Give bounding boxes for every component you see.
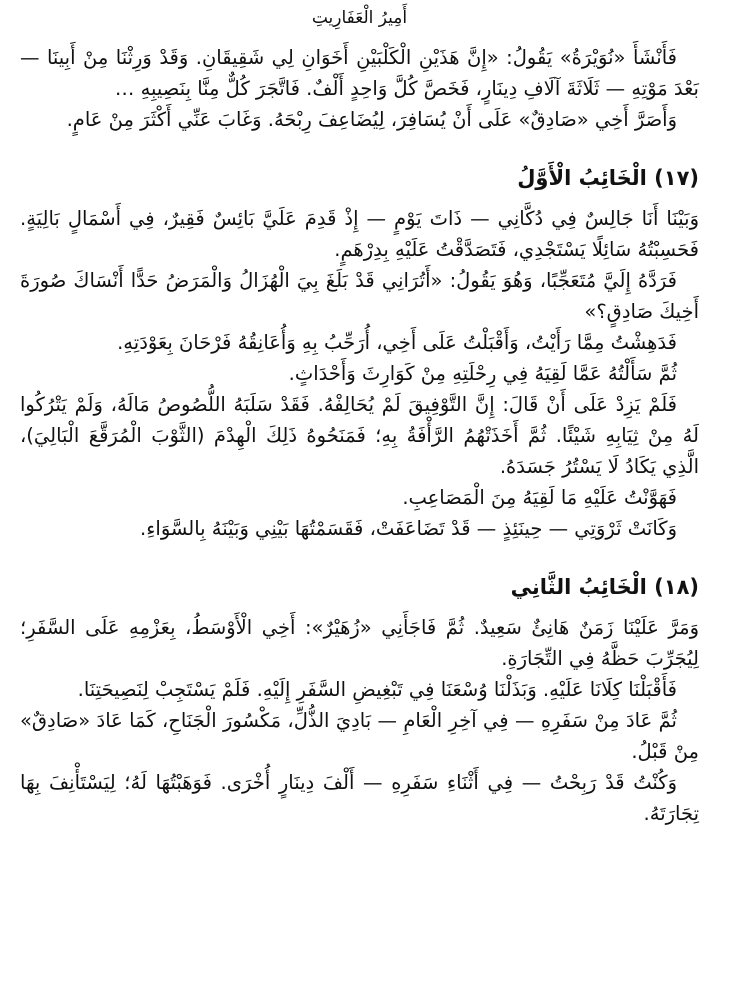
section-17-paragraph: وَبَيْنَا أَنَا جَالِسٌ فِي دُكَّانِي — ذَاتَ يَوْمٍ — إِذْ قَدِمَ عَلَيَّ بَائِسٌ فَقِيرٌ، فِي أَسْمَالٍ بَالِيَةٍ. فَحَسِبْتُهُ سَائِلًا يَسْتَجْدِي، فَتَصَدَّقْتُ عَلَيْهِ بِدِرْهَمٍ. (20, 207, 699, 261)
section-18-paragraph: وَكُنْتُ قَدْ رَبِحْتُ — فِي أَثْنَاءِ سَفَرِهِ — أَلْفَ دِينَارٍ أُخْرَى. فَوَهَبْتُهَا لَهُ؛ لِيَسْتَأْنِفَ بِهَا تِجَارَتَهُ. (20, 771, 699, 825)
section-18-paragraph: ثُمَّ عَادَ مِنْ سَفَرِهِ — فِي آخِرِ الْعَامِ — بَادِيَ الذُّلِّ، مَكْسُورَ الْجَنَاحِ، كَمَا عَادَ «صَادِقٌ» مِنْ قَبْلُ. (20, 709, 699, 763)
section-17-paragraph: فَلَمْ يَزِدْ عَلَى أَنْ قَالَ: إِنَّ التَّوْفِيقَ لَمْ يُحَالِفْهُ. فَقَدْ سَلَبَهُ اللُّصُوصُ مَالَهُ، وَلَمْ يَتْرُكُوا لَهُ مِنْ ثِيَابِهِ شَيْئًا. ثُمَّ أَخَذَتْهُمُ الرَّأْفَةُ بِهِ؛ فَمَنَحُوهُ ذَلِكَ الْهِدْمَ (الثَّوْبَ الْمُرَقَّعَ الْبَالِيَ)، الَّذِي يَكَادُ لَا يَسْتُرُ جَسَدَهُ. (20, 393, 699, 478)
intro-paragraph: فَأَنْشَأَ «نُوَيْرَةُ» يَقُولُ: «إِنَّ هَذَيْنِ الْكَلْبَيْنِ أَخَوَانِ لِي شَقِيقَانِ. وَقَدْ وَرِثْنَا مِنْ أَبِينَا — بَعْدَ مَوْتِهِ — ثَلَاثَةَ آلَافِ دِينَارٍ، فَخَصَّ كُلَّ وَاحِدٍ أَلْفٌ. فَاتَّجَرَ كُلٌّ مِنَّا بِنَصِيبِهِ … (20, 46, 699, 100)
intro-paragraph-2: وَأَصَرَّ أَخِي «صَادِقٌ» عَلَى أَنْ يُسَافِرَ، لِيُضَاعِفَ رِبْحَهُ. وَغَابَ عَنِّي أَكْثَرَ مِنْ عَامٍ. (66, 108, 677, 131)
running-head: أَمِيرُ الْعَفَارِيتِ (311, 8, 408, 28)
section-18-paragraph: فَأَقْبَلْنَا كِلَانَا عَلَيْهِ. وَبَذَلْنَا وُسْعَنَا فِي تَبْغِيضِ السَّفَرِ إِلَيْهِ. فَلَمْ يَسْتَجِبْ لِنَصِيحَتِنَا. (77, 678, 677, 701)
section-17-paragraph: ثُمَّ سَأَلْتُهُ عَمَّا لَقِيَهُ فِي رِحْلَتِهِ مِنْ كَوَارِثَ وَأَحْدَاثٍ. (288, 362, 677, 385)
section-heading-18: (١٨) الْخَائِبُ الثَّانِي (510, 575, 699, 599)
section-17-paragraph: فَدَهِشْتُ مِمَّا رَأَيْتُ، وَأَقْبَلْتُ عَلَى أَخِي، أُرَحِّبُ بِهِ وَأُعَانِقُهُ فَرْحَانَ بِعَوْدَتِهِ. (117, 331, 677, 354)
section-18-paragraph: وَمَرَّ عَلَيْنَا زَمَنٌ هَانِئٌ سَعِيدٌ. ثُمَّ فَاجَأَنِي «زُهَيْرٌ»: أَخِي الْأَوْسَطُ، بِعَزْمِهِ عَلَى السَّفَرِ؛ لِيُجَرِّبَ حَظَّهُ فِي التِّجَارَةِ. (20, 616, 699, 670)
section-17-paragraph: فَرَدَّهُ إِلَيَّ مُتَعَجِّبًا، وَهُوَ يَقُولُ: «أَتُرَانِي قَدْ بَلَغَ بِيَ الْهُزَالُ وَالْمَرَضُ حَدًّا أَنْسَاكَ صُورَةَ أَخِيكَ صَادِقٍ؟» (20, 269, 699, 323)
section-heading-17: (١٧) الْخَائِبُ الْأَوَّلُ (517, 166, 699, 190)
section-17-paragraph: وَكَانَتْ ثَرْوَتِي — حِينَئِذٍ — قَدْ تَضَاعَفَتْ، فَقَسَمْتُهَا بَيْنِي وَبَيْنَهُ بِالسَّوَاءِ. (140, 517, 677, 540)
section-17-paragraph: فَهَوَّنْتُ عَلَيْهِ مَا لَقِيَهُ مِنَ الْمَصَاعِبِ. (402, 486, 677, 509)
